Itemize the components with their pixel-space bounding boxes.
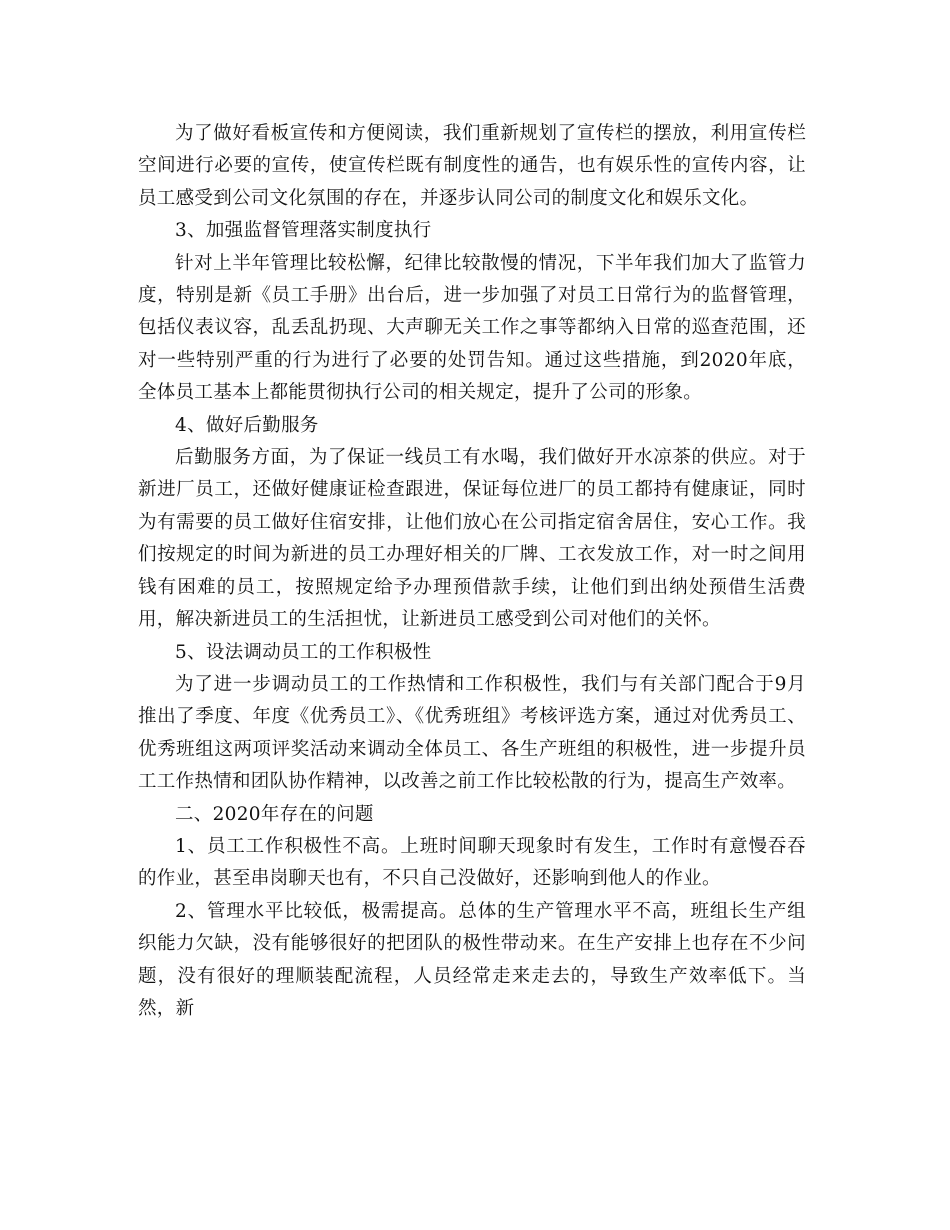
section-heading-logistics: 4、做好后勤服务 <box>175 414 319 436</box>
paragraph-motivation: 为了进一步调动员工的工作热情和工作积极性，我们与有关部门配合于9月推出了季度、年度《优秀员工》、《优秀班组》考核评选方案，通过对优秀员工、优秀班组这两项评奖活动来调动全体员工、各生产班组的积极性，进一步提升员工工作热情和团队协作精神，以改善之前工作比较松散的行为，提高生产效率。 <box>138 673 806 793</box>
paragraph-problem-1: 1、员工工作积极性不高。上班时间聊天现象时有发生，工作时有意慢吞吞的作业，甚至串岗聊天也有，不只自己没做好，还影响到他人的作业。 <box>138 835 806 890</box>
paragraph-logistics: 后勤服务方面，为了保证一线员工有水喝，我们做好开水凉茶的供应。对于新进厂员工，还做好健康证检查跟进，保证每位进厂的员工都持有健康证，同时为有需要的员工做好住宿安排，让他们放心在公司指定宿舍居住，安心工作。我们按规定的时间为新进的员工办理好相关的厂牌、工衣发放工作，对一时之间用钱有困难的员工，按照规定给予办理预借款手续，让他们到出纳处预借生活费用，解决新进员工的生活担忧，让新进员工感受到公司对他们的关怀。 <box>138 447 806 631</box>
paragraph-supervision: 针对上半年管理比较松懈，纪律比较散慢的情况，下半年我们加大了监管力度，特别是新《员工手册》出台后，进一步加强了对员工日常行为的监督管理，包括仪表议容，乱丢乱扔现、大声聊无关工作之事等都纳入日常的巡查范围，还对一些特别严重的行为进行了必要的处罚告知。通过这些措施，到2020年底，全体员工基本上都能贯彻执行公司的相关规定，提升了公司的形象。 <box>138 252 806 404</box>
section-heading-supervision: 3、加强监督管理落实制度执行 <box>175 220 432 242</box>
paragraph-problem-2: 2、管理水平比较低，极需提高。总体的生产管理水平不高，班组长生产组织能力欠缺，没有能够很好的把团队的极性带动来。在生产安排上也存在不少问题，没有很好的理顺装配流程，人员经常走来走去的，导致生产效率低下。当然，新 <box>138 900 806 1019</box>
section-heading-problems: 二、2020年存在的问题 <box>175 803 374 825</box>
paragraph-bulletin-board: 为了做好看板宣传和方便阅读，我们重新规划了宣传栏的摆放，利用宣传栏空间进行必要的宣传，使宣传栏既有制度性的通告，也有娱乐性的宣传内容，让员工感受到公司文化氛围的存在，并逐步认同公司的制度文化和娱乐文化。 <box>138 123 806 209</box>
document-body <box>138 118 806 1025</box>
section-heading-motivation: 5、设法调动员工的工作积极性 <box>175 641 432 663</box>
